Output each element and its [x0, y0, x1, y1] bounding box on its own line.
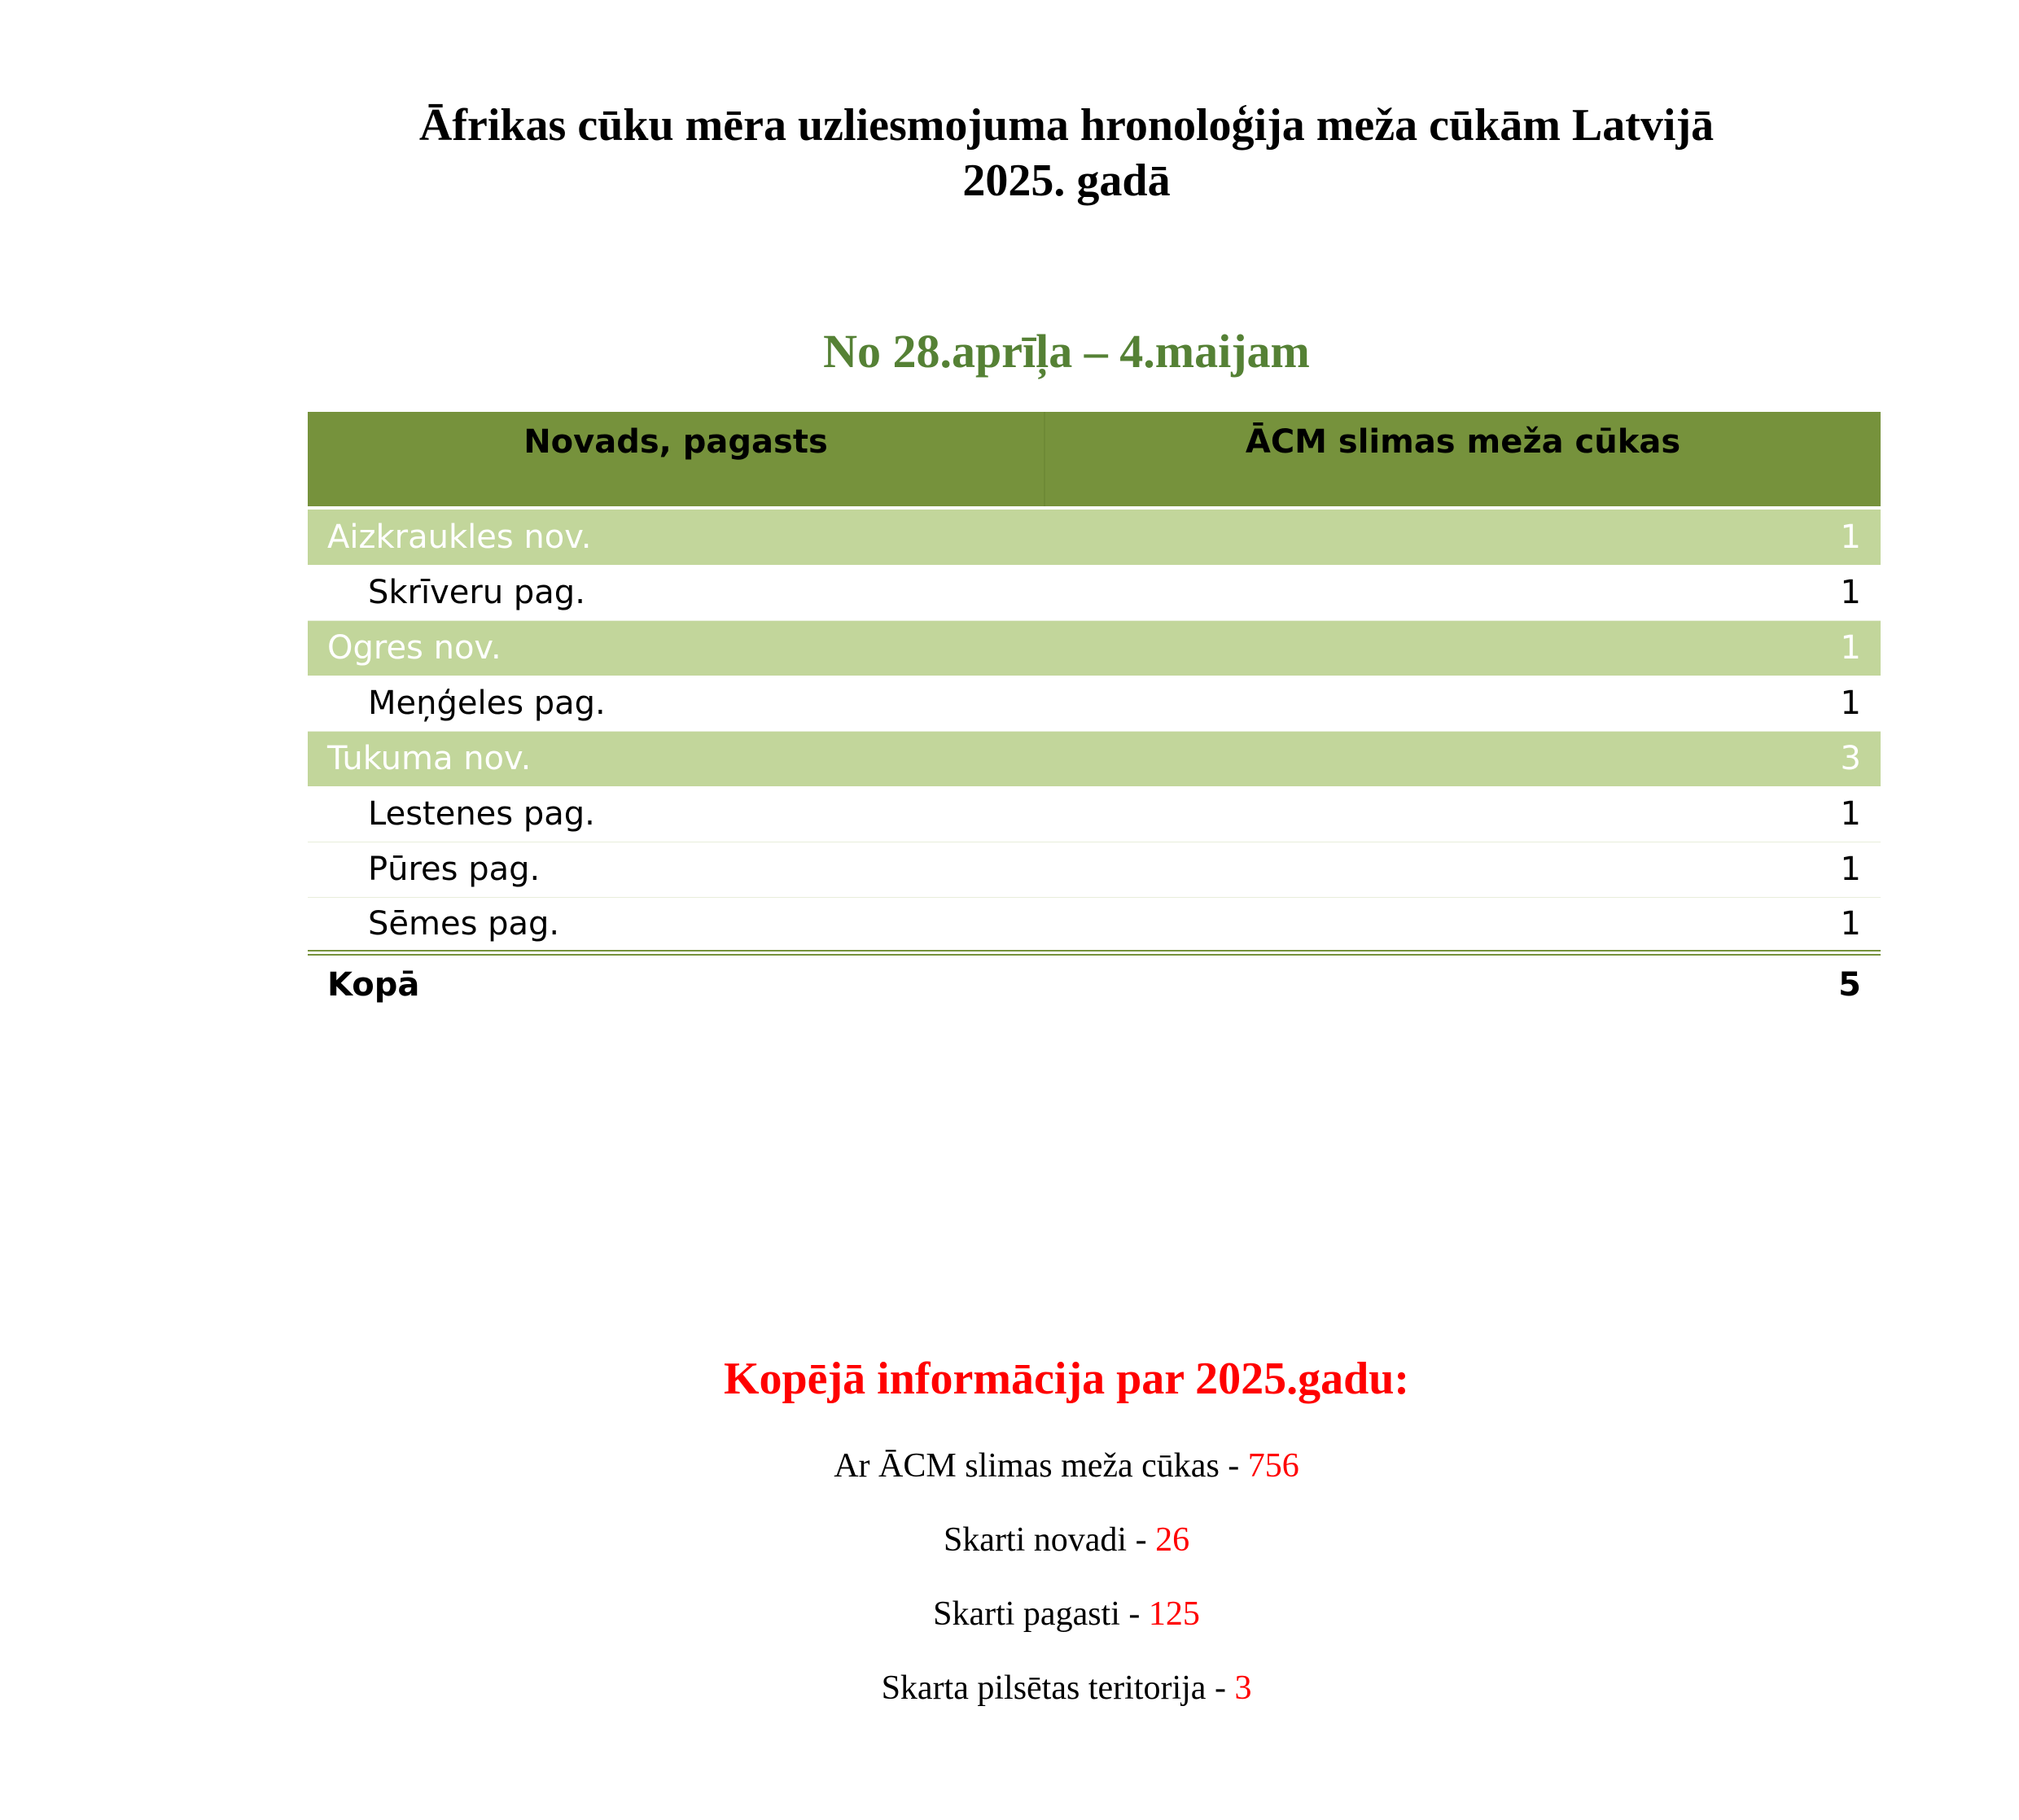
case-count: 1 [1045, 620, 1881, 676]
col-header-region: Novads, pagasts [308, 412, 1045, 506]
page-title [0, 98, 2019, 208]
table-row-parish [308, 676, 1881, 731]
period-heading: No 28.aprīļa – 4.maijam [823, 325, 1310, 378]
table-row-parish [308, 842, 1881, 897]
total-value: 5 [1045, 952, 1881, 1014]
summary-item [114, 1503, 2019, 1577]
summary-item [114, 1429, 2019, 1503]
region-name: Tukuma nov. [308, 731, 1045, 786]
summary-value: 3 [1234, 1669, 1252, 1707]
summary-label: Skarta pilsētas teritorija - [881, 1669, 1235, 1707]
region-name: Lestenes pag. [308, 786, 1045, 842]
case-count: 1 [1045, 676, 1881, 731]
table-row-county [308, 510, 1881, 565]
case-count: 1 [1045, 510, 1881, 565]
summary-item [114, 1577, 2019, 1652]
region-name: Ogres nov. [308, 620, 1045, 676]
summary-value: 26 [1155, 1521, 1190, 1559]
table-header-row [308, 412, 1881, 506]
table-row-total [308, 952, 1881, 1014]
summary-label: Ar ĀCM slimas meža cūkas - [834, 1447, 1248, 1485]
region-name: Skrīveru pag. [308, 565, 1045, 620]
summary-heading: Kopējā informācija par 2025.gadu: [723, 1354, 1410, 1404]
region-name: Pūres pag. [308, 842, 1045, 897]
title-line-2: 2025. gadā [962, 155, 1171, 206]
case-count: 3 [1045, 731, 1881, 786]
case-count: 1 [1045, 897, 1881, 952]
summary-label: Skarti novadi - [943, 1521, 1156, 1559]
summary-label: Skarti pagasti - [933, 1595, 1149, 1633]
summary-item [114, 1652, 2019, 1726]
table-row-county [308, 731, 1881, 786]
cases-table [308, 412, 1881, 1014]
table-row-parish [308, 565, 1881, 620]
case-count: 1 [1045, 842, 1881, 897]
table-row-county [308, 620, 1881, 676]
title-line-1: Āfrikas cūku mēra uzliesmojuma hronoloģija meža cūkām Latvijā [418, 100, 1715, 151]
summary-value: 756 [1247, 1447, 1299, 1485]
summary-value: 125 [1148, 1595, 1200, 1633]
total-label: Kopā [308, 952, 1045, 1014]
col-header-cases: ĀCM slimas meža cūkas [1045, 412, 1881, 506]
region-name: Aizkraukles nov. [308, 510, 1045, 565]
summary-section [0, 1353, 2019, 1726]
case-count: 1 [1045, 786, 1881, 842]
table-row-parish [308, 786, 1881, 842]
region-name: Sēmes pag. [308, 897, 1045, 952]
case-count: 1 [1045, 565, 1881, 620]
region-name: Meņģeles pag. [308, 676, 1045, 731]
table-row-parish [308, 897, 1881, 952]
